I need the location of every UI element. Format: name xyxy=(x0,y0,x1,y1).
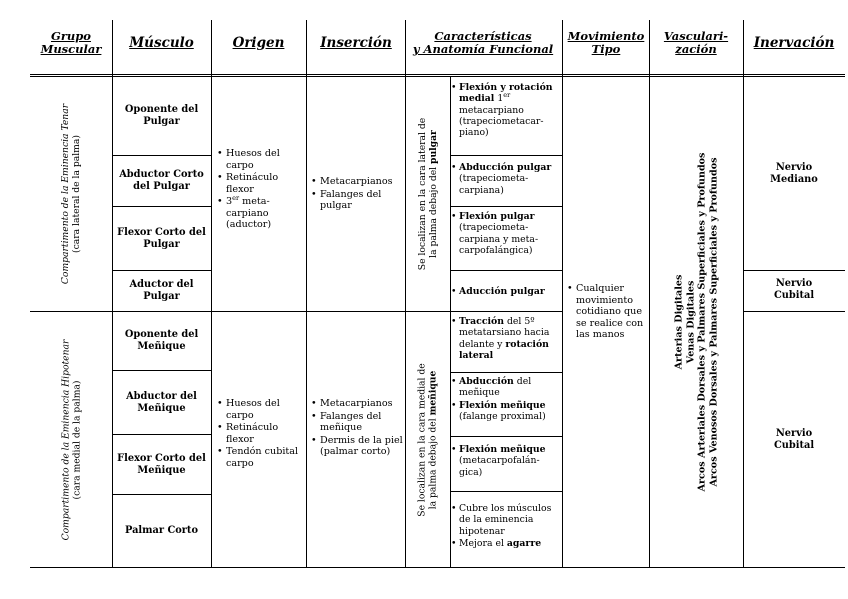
nerve-cubital-tenar: Nervio Cubital xyxy=(773,278,815,301)
vascularizacion-line: Arcos Venosos Dorsales y Palmares Superficiales y Profundos xyxy=(708,157,719,487)
header-inervacion-label: Inervación xyxy=(753,35,835,51)
insercion-hipotenar-item: • Metacarpianos xyxy=(311,398,403,410)
header-movimiento-line2: Tipo xyxy=(591,42,621,56)
rule-feature-5 xyxy=(450,372,563,373)
header-inervacion xyxy=(744,36,844,78)
group-tenar-subtitle: (cara lateral de la palma) xyxy=(71,135,82,253)
insercion-tenar-item: • Falanges del pulgar xyxy=(311,189,403,212)
origen-hipotenar-item: • Huesos del carpo xyxy=(217,398,303,421)
muscle-abductor-menique: Abductor del Meñique xyxy=(126,390,197,414)
location-tenar xyxy=(406,77,450,311)
header-grupo-line2: Muscular xyxy=(40,42,102,56)
origen-tenar-item: • Huesos del carpo xyxy=(217,148,303,171)
vascularizacion xyxy=(650,77,743,567)
header-musculo xyxy=(113,36,210,78)
muscle-flexor-corto-pulgar: Flexor Corto del Pulgar xyxy=(117,226,206,250)
vascularizacion-line: Arterias Digitales xyxy=(673,274,685,370)
rule-table-bottom xyxy=(30,567,845,568)
location-tenar-line2: la palma debajo del pulgar xyxy=(428,130,439,258)
location-tenar-line1: Se localizan en la cara lateral de xyxy=(417,117,428,271)
muscle-oponente-menique: Oponente del Meñique xyxy=(124,329,199,352)
rule-feature-1 xyxy=(450,155,563,156)
feature-flexor-corto-menique: • Flexión meñique (metacarpofalán-gica) xyxy=(451,444,559,479)
origen-hipotenar-item: • Retináculo flexor xyxy=(217,422,303,445)
origen-tenar-item: • 3er meta-carpiano (aductor) xyxy=(217,196,303,231)
origen-hipotenar xyxy=(217,398,303,470)
origen-hipotenar-item: • Tendón cubital carpo xyxy=(217,446,303,469)
group-hipotenar xyxy=(30,312,112,567)
origen-tenar xyxy=(217,148,303,232)
col-divider-2 xyxy=(211,20,212,568)
header-caracteristicas-line1: Características xyxy=(434,29,532,43)
header-movimiento-tipo xyxy=(563,30,649,72)
rule-nerve-1 xyxy=(743,270,845,271)
header-vascularizacion xyxy=(650,30,742,72)
header-vascularizacion-line2: zación xyxy=(675,42,717,56)
group-hipotenar-subtitle: (cara medial de la palma) xyxy=(71,380,82,499)
location-hipotenar-line1: Se localizan en la cara medial de xyxy=(417,362,428,517)
header-caracteristicas-line2: y Anatomía Funcional xyxy=(412,42,554,56)
col-divider-5 xyxy=(562,20,563,568)
movimiento-tipo xyxy=(567,283,647,342)
header-caracteristicas xyxy=(406,30,560,72)
header-grupo-line1: Grupo xyxy=(51,29,91,43)
rule-header-bottom xyxy=(30,74,845,75)
feature-flexor-corto-pulgar: • Flexión pulgar (trapeciometa-carpiana y meta-carpofalángica) xyxy=(451,211,559,257)
muscle-palmar-corto: Palmar Corto xyxy=(124,525,198,536)
header-insercion xyxy=(307,36,405,78)
col-divider-3 xyxy=(306,20,307,568)
rule-feature-3 xyxy=(450,270,563,271)
muscle-aductor-pulgar: Aductor del Pulgar xyxy=(129,279,194,302)
header-musculo-label: Músculo xyxy=(129,35,194,51)
header-movimiento-line1: Movimiento xyxy=(567,29,645,43)
muscle-flexor-corto-menique: Flexor Corto del Meñique xyxy=(117,452,206,476)
feature-abductor-corto-pulgar: • Abducción pulgar (trapeciometa-carpiana) xyxy=(451,162,559,197)
feature-abductor-menique: • Abducción del meñique • Flexión meñique (falange proximal) xyxy=(451,376,559,423)
insercion-tenar-item: • Metacarpianos xyxy=(311,176,403,188)
group-hipotenar-title: Compartimento de la Eminencia Hipotenar xyxy=(60,339,71,540)
rule-feature-7 xyxy=(450,491,563,492)
vascularizacion-line: Arcos Arteriales Dorsales y Palmares Superficiales y Profundos xyxy=(696,152,708,492)
header-insercion-label: Inserción xyxy=(320,35,392,51)
movimiento-item: • Cualquier movimiento cotidiano que se realice con las manos xyxy=(567,283,647,341)
origen-tenar-item: • Retináculo flexor xyxy=(217,172,303,195)
location-hipotenar xyxy=(406,312,450,567)
nerve-cubital-hipotenar: Nervio Cubital xyxy=(773,428,815,451)
location-hipotenar-line2: la palma debajo del meñique xyxy=(428,370,439,509)
header-origen xyxy=(212,36,305,78)
header-origen-label: Origen xyxy=(232,35,285,51)
feature-aductor-pulgar: • Aducción pulgar xyxy=(451,286,559,298)
feature-palmar-corto: • Cubre los músculos de la eminencia hipotenar • Mejora el agarre xyxy=(451,503,559,550)
insercion-hipotenar-item: • Falanges del meñique xyxy=(311,411,403,434)
muscle-abductor-corto-pulgar: Abductor Corto del Pulgar xyxy=(119,169,204,192)
vascularizacion-line: Venas Digitales xyxy=(685,280,696,364)
rule-group-divider-right xyxy=(744,311,845,312)
rule-feature-6 xyxy=(450,436,563,437)
rule-feature-2 xyxy=(450,206,563,207)
feature-oponente-menique: • Tracción del 5º metatarsiano hacia delante y rotación lateral xyxy=(451,316,559,362)
insercion-hipotenar xyxy=(311,398,403,459)
feature-oponente-pulgar: • Flexión y rotación medial 1er metacarpiano (trapeciometacar-piano) xyxy=(451,82,559,139)
insercion-hipotenar-item: • Dermis de la piel (palmar corto) xyxy=(311,435,403,458)
insercion-tenar xyxy=(311,176,403,213)
muscle-oponente-pulgar: Oponente del Pulgar xyxy=(124,104,199,127)
header-grupo-muscular xyxy=(30,30,112,72)
nerve-mediano: Nervio Mediano xyxy=(770,162,818,185)
group-tenar xyxy=(30,77,112,311)
header-vascularizacion-line1: Vasculari- xyxy=(663,29,729,43)
group-tenar-title: Compartimento de la Eminencia Tenar xyxy=(60,103,71,285)
